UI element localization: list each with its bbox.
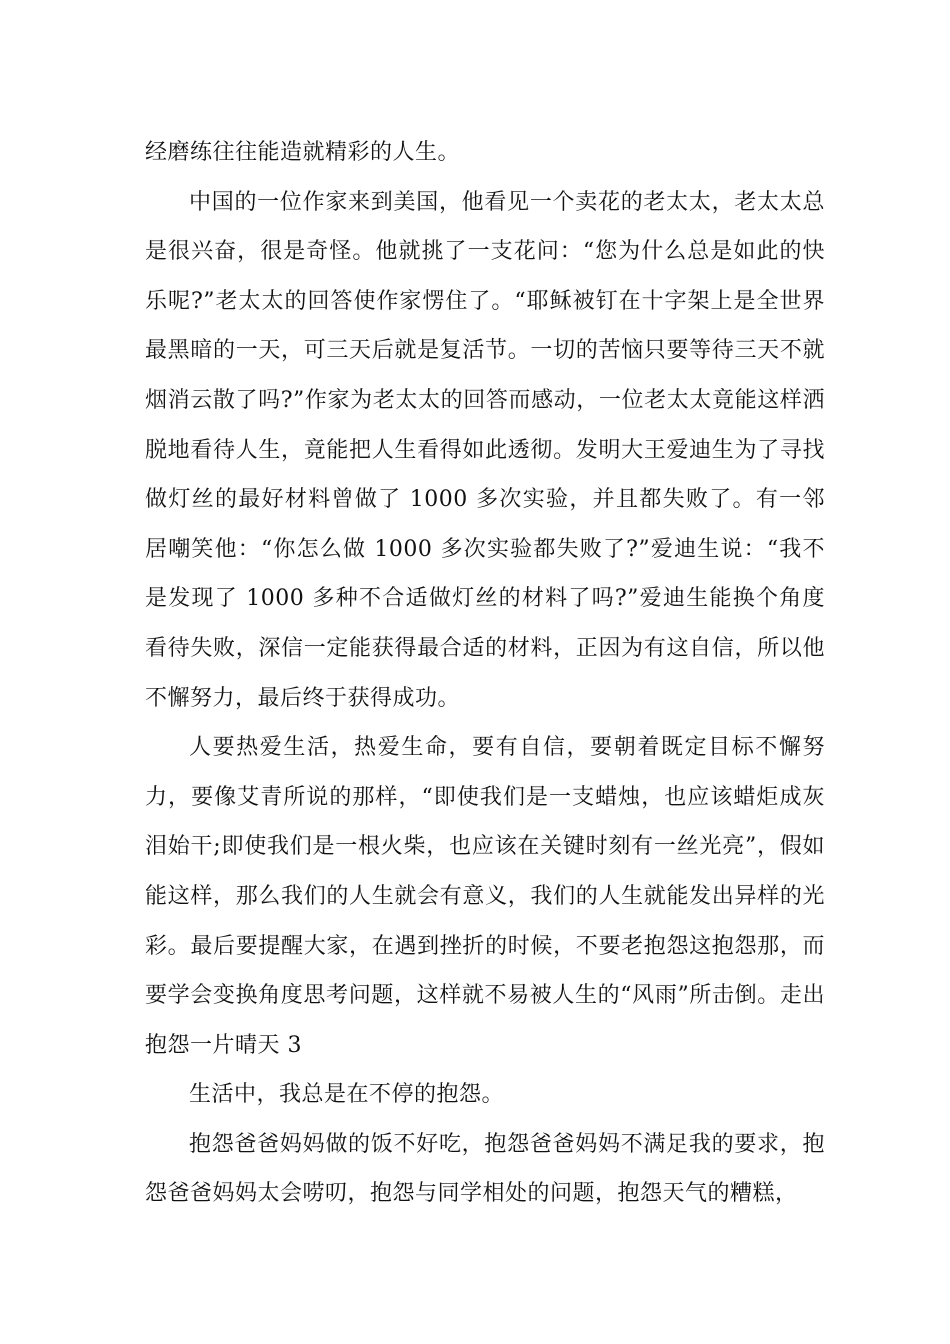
- paragraph-5: 抱怨爸爸妈妈做的饭不好吃，抱怨爸爸妈妈不满足我的要求，抱怨爸爸妈妈太会唠叨，抱怨与同学相处的问题，抱怨天气的糟糕，: [145, 1131, 825, 1207]
- paragraph-3: 人要热爱生活，热爱生命，要有自信，要朝着既定目标不懈努力，要像艾青所说的那样，“即使我们是一支蜡烛，也应该蜡炬成灰泪始干;即使我们是一根火柴，也应该在关键时刻有一丝光亮”，假如能这样，那么我们的人生就会有意义，我们的人生就能发出异样的光彩。最后要提醒大家，在遇到挫折的时候，不要老抱怨这抱怨那，而要学会变换角度思考问题，这样就不易被人生的“风雨”所击倒。走出抱怨一片晴天 3: [145, 735, 825, 1058]
- paragraph-1: 经磨练往往能造就精彩的人生。: [145, 140, 461, 165]
- paragraph-4: 生活中，我总是在不停的抱怨。: [189, 1082, 505, 1108]
- document-body: [145, 128, 825, 1219]
- paragraph-2: 中国的一位作家来到美国，他看见一个卖花的老太太，老太太总是很兴奋，很是奇怪。他就挑了一支花问：“您为什么总是如此的快乐呢?”老太太的回答使作家愣住了。“耶稣被钉在十字架上是全世界最黑暗的一天，可三天后就是复活节。一切的苦恼只要等待三天不就烟消云散了吗?”作家为老太太的回答而感动，一位老太太竟能这样洒脱地看待人生，竟能把人生看得如此透彻。发明大王爱迪生为了寻找做灯丝的最好材料曾做了 1000 多次实验，并且都失败了。有一邻居嘲笑他：“你怎么做 1000 多次实验都失败了?”爱迪生说：“我不是发现了 1000 多种不合适做灯丝的材料了吗?”爱迪生能换个角度看待失败，深信一定能获得最合适的材料，正因为有这自信，所以他不懈努力，最后终于获得成功。: [145, 189, 825, 711]
